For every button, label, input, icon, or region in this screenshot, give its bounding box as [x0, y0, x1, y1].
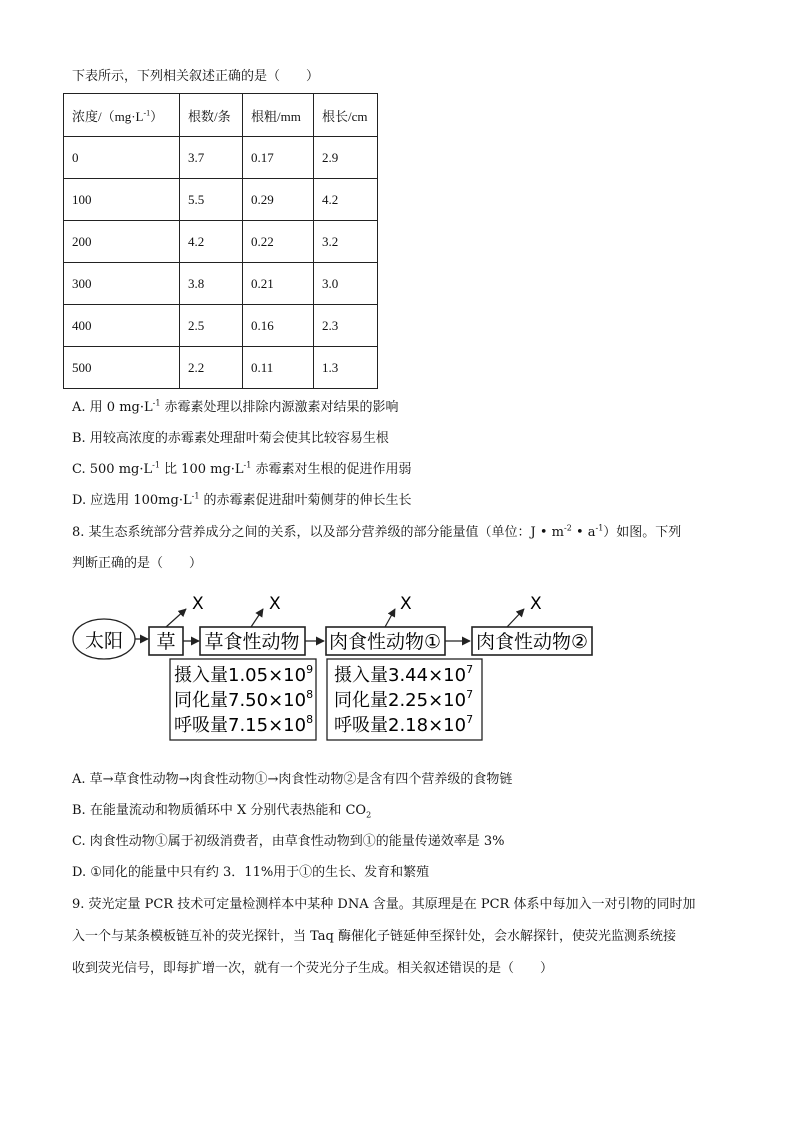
q8-stem-line1: 8. 某生态系统部分营养成分之间的关系，以及部分营养级的部分能量值（单位：J • $m^{-2}$ • $a^{-1}$）如图。下列: [72, 523, 682, 540]
table-cell: 300: [64, 263, 180, 305]
table-cell: 4.2: [314, 179, 378, 221]
table-cell: 0.11: [243, 347, 314, 389]
q8-option-c: C. 肉食性动物①属于初级消费者，由草食性动物到①的能量传递效率是 3%: [72, 834, 505, 849]
table-cell: 100: [64, 179, 180, 221]
sun-label: 太阳: [84, 630, 124, 652]
table-cell: 0: [64, 137, 180, 179]
table-cell: 4.2: [180, 221, 243, 263]
table-cell: 0.16: [243, 305, 314, 347]
carnivore1-intake: 摄入量$3.44\times 10^7$: [334, 663, 474, 686]
q7-option-a: A. 用 0 $mg\cdot L^{-1}$ 赤霉素处理以排除内源激素对结果的影响: [72, 398, 399, 415]
table-cell: 200: [64, 221, 180, 263]
table-cell: 0.29: [243, 179, 314, 221]
table-cell: 0.17: [243, 137, 314, 179]
q9-stem-line3: 收到荧光信号，即每扩增一次，就有一个荧光分子生成。相关叙述错误的是（ ）: [72, 961, 554, 976]
x-arrow: [166, 609, 186, 627]
q7-option-d: D. 应选用 $100mg\cdot L^{-1}$ 的赤霉素促进甜叶菊侧芽的伸长生长: [72, 491, 412, 508]
carnivore2-label: 肉食性动物②: [475, 631, 589, 653]
herbivore-respiration: 呼吸量$7.15\times 10^8$: [174, 713, 314, 736]
question-intro: 下表所示，下列相关叙述正确的是（ ）: [72, 69, 320, 84]
table-cell: 2.5: [180, 305, 243, 347]
table-cell: 1.3: [314, 347, 378, 389]
table-header-cell: 浓度$/(mg\cdot L^{-1})$: [64, 94, 180, 137]
herbivore-label: 草食性动物: [204, 631, 300, 653]
table-cell: 0.21: [243, 263, 314, 305]
x-label: X: [400, 594, 412, 614]
q7-option-c: C. 500 $mg\cdot L^{-1}$ 比 100 $mg\cdot L^{-1}$ 赤霉素对生根的促进作用弱: [72, 460, 412, 477]
table-cell: 0.22: [243, 221, 314, 263]
table-cell: 3.7: [180, 137, 243, 179]
herbivore-assimilation: 同化量$7.50\times 10^8$: [174, 688, 314, 711]
table-cell: 3.2: [314, 221, 378, 263]
table-cell: 400: [64, 305, 180, 347]
x-arrow: [251, 609, 263, 627]
x-label: X: [192, 594, 204, 614]
table-header-cell: 根粗/mm: [243, 94, 314, 137]
x-label: X: [530, 594, 542, 614]
q8-option-b: B. 在能量流动和物质循环中 X 分别代表热能和 $CO_2$: [72, 803, 372, 820]
table-header-cell: 根长/cm: [314, 94, 378, 137]
q8-option-d: D. ①同化的能量中只有约 3．11%用于①的生长、发育和繁殖: [72, 865, 430, 880]
table-cell: 2.3: [314, 305, 378, 347]
table-cell: 5.5: [180, 179, 243, 221]
carnivore1-assimilation: 同化量$2.25\times 10^7$: [334, 688, 474, 711]
table-cell: 2.2: [180, 347, 243, 389]
table-cell: 3.8: [180, 263, 243, 305]
grass-label: 草: [156, 631, 176, 653]
q9-stem-line1: 9. 荧光定量 PCR 技术可定量检测样本中某种 DNA 含量。其原理是在 PCR 体系中每加入一对引物的同时加: [72, 897, 696, 912]
q9-stem-line2: 入一个与某条模板链互补的荧光探针，当 Taq 酶催化子链延伸至探针处，会水解探针，使荧光监测系统接: [72, 929, 676, 944]
table-cell: 500: [64, 347, 180, 389]
q7-option-b: B. 用较高浓度的赤霉素处理甜叶菊会使其比较容易生根: [72, 431, 389, 446]
table-cell: 3.0: [314, 263, 378, 305]
x-label: X: [269, 594, 281, 614]
table-header-cell: 根数/条: [180, 94, 243, 137]
x-arrow: [385, 609, 395, 627]
x-arrow: [507, 609, 524, 627]
herbivore-intake: 摄入量$1.05\times 10^9$: [174, 663, 314, 686]
carnivore1-label: 肉食性动物①: [328, 631, 442, 653]
table-cell: 2.9: [314, 137, 378, 179]
q8-stem-line2: 判断正确的是（ ）: [72, 556, 203, 571]
carnivore1-respiration: 呼吸量$2.18\times 10^7$: [334, 713, 474, 736]
q8-option-a: A. 草→草食性动物→肉食性动物①→肉食性动物②是含有四个营养级的食物链: [72, 772, 513, 787]
